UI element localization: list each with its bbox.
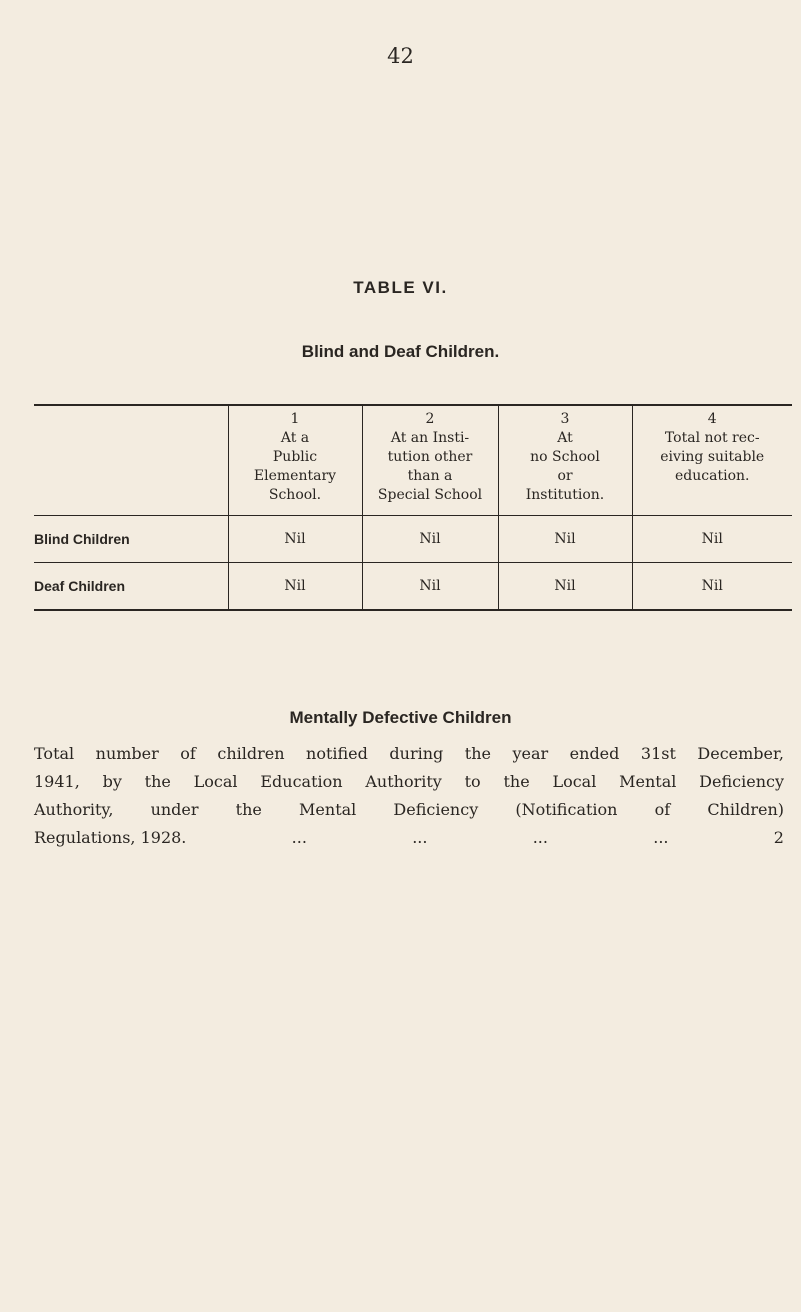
table-cell: Nil [632,563,792,611]
row-label: Blind Children [34,516,228,563]
total-value: 2 [773,828,784,847]
table-cell: Nil [362,563,498,611]
table-cell: Nil [498,516,632,563]
column-header-line: At an Insti- [390,430,470,446]
table-subtitle: Blind and Deaf Children. [301,342,500,361]
column-header [362,405,498,516]
column-header-line: tution other [387,449,473,465]
table-cell: Nil [228,516,362,563]
column-header-line: than a [407,468,453,484]
paragraph-line: Authority, under the Mental Deficiency (Notification of Children) [34,800,784,819]
page-number: 42 [387,44,414,68]
column-number: 2 [425,411,435,427]
leader-dots: ... [412,828,428,847]
table-row [34,563,792,611]
column-header [498,405,632,516]
table-cell: Nil [498,563,632,611]
column-header-line: or [557,468,573,484]
table-cell: Nil [362,516,498,563]
table-cell: Nil [632,516,792,563]
column-header-line: School. [268,487,322,503]
paragraph-line: Total number of children notified during the year ended 31st December, [34,744,784,763]
body-paragraph [34,740,784,852]
table-header-row [34,405,792,516]
leader-dots: ... [532,828,548,847]
column-header-line: Institution. [525,487,605,503]
paragraph-line: 1941, by the Local Education Authority to the Local Mental Deficiency [34,772,784,791]
column-number: 4 [707,411,717,427]
table-cell: Nil [228,563,362,611]
column-header-line: At [557,430,573,446]
column-header-line: education. [675,468,750,484]
table-title: TABLE VI. [353,278,448,297]
column-header-line: Elementary [253,468,337,484]
row-label: Deaf Children [34,563,228,611]
column-header-line: Special School [377,487,483,503]
column-number: 3 [560,411,570,427]
column-number: 1 [290,411,300,427]
column-header-line: Public [272,449,318,465]
stub-header [34,405,228,516]
paragraph-last-line [34,824,784,852]
column-header [228,405,362,516]
column-header [632,405,792,516]
blind-deaf-table [34,404,792,611]
column-header-line: Total not rec- [664,430,760,446]
section-heading: Mentally Defective Children [289,708,512,727]
column-header-line: eiving suitable [660,449,765,465]
column-header-line: no School [530,449,600,465]
leader-dots: ... [291,828,307,847]
column-header-line: At a [280,430,310,446]
paragraph-line: Regulations, 1928. [34,828,187,847]
table-row [34,516,792,563]
leader-dots: ... [653,828,669,847]
